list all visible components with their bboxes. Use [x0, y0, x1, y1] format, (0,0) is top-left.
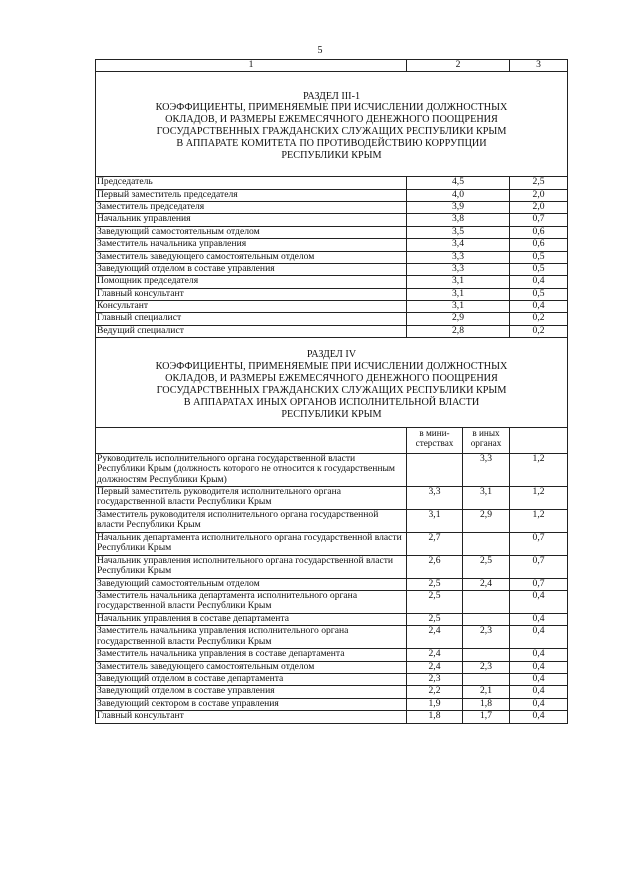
monthly-bonus: 0,4: [510, 649, 568, 661]
coefficient-other-bodies: [463, 649, 510, 661]
coefficient-ministries: 1,8: [407, 711, 463, 723]
coefficient-other-bodies: 1,8: [463, 698, 510, 710]
monthly-bonus: 2,5: [510, 177, 568, 189]
position-name: Заместитель председателя: [96, 201, 407, 213]
monthly-bonus: 0,7: [510, 214, 568, 226]
subheader-row: [96, 427, 568, 453]
salary-coefficient: 3,5: [407, 226, 510, 238]
monthly-bonus: 0,2: [510, 313, 568, 325]
monthly-bonus: 0,4: [510, 711, 568, 723]
coefficient-other-bodies: 1,7: [463, 711, 510, 723]
coefficient-ministries: 2,5: [407, 613, 463, 625]
section-4-heading-line: РЕСПУБЛИКИ КРЫМ: [281, 408, 382, 420]
position-name: Начальник управления исполнительного органа государственной власти Республики Крым: [96, 555, 407, 578]
salary-coefficient: 3,1: [407, 276, 510, 288]
coefficient-other-bodies: 2,1: [463, 686, 510, 698]
monthly-bonus: 2,0: [510, 189, 568, 201]
column-number-1: 1: [96, 60, 407, 72]
salary-coefficient: 3,1: [407, 301, 510, 313]
monthly-bonus: 0,4: [510, 613, 568, 625]
monthly-bonus: 0,5: [510, 288, 568, 300]
coefficient-ministries: 2,4: [407, 649, 463, 661]
coefficient-other-bodies: 2,3: [463, 661, 510, 673]
monthly-bonus: 2,0: [510, 201, 568, 213]
position-name: Главный консультант: [96, 711, 407, 723]
position-name: Ведущий специалист: [96, 325, 407, 337]
table-row: [96, 239, 568, 251]
monthly-bonus: 0,4: [510, 626, 568, 649]
coefficient-other-bodies: 2,3: [463, 626, 510, 649]
salary-coefficient: 3,4: [407, 239, 510, 251]
coefficient-other-bodies: [463, 590, 510, 613]
coefficient-ministries: 3,1: [407, 509, 463, 532]
subheader-empty: [96, 427, 407, 453]
coefficient-ministries: 2,3: [407, 674, 463, 686]
position-name: Начальник департамента исполнительного органа государственной власти Республики Крым: [96, 532, 407, 555]
section-4-heading: [96, 338, 568, 428]
position-name: Заведующий отделом в составе управления: [96, 686, 407, 698]
table-row: [96, 626, 568, 649]
salary-coefficient: 3,3: [407, 263, 510, 275]
coefficient-ministries: 2,5: [407, 578, 463, 590]
coefficient-other-bodies: 2,5: [463, 555, 510, 578]
position-name: Заместитель начальника управления исполнительного органа государственной власти Республики Крым: [96, 626, 407, 649]
section-3-1-heading-line: ОКЛАДОВ, И РАЗМЕРЫ ЕЖЕМЕСЯЧНОГО ДЕНЕЖНОГО ПООЩРЕНИЯ: [165, 114, 498, 126]
monthly-bonus: 0,7: [510, 578, 568, 590]
section-4-heading-line: РАЗДЕЛ IV: [306, 349, 357, 361]
monthly-bonus: 1,2: [510, 509, 568, 532]
monthly-bonus: 0,4: [510, 590, 568, 613]
coefficient-other-bodies: 3,1: [463, 486, 510, 509]
position-name: Заведующий самостоятельным отделом: [96, 226, 407, 238]
monthly-bonus: 0,7: [510, 555, 568, 578]
table-row: [96, 301, 568, 313]
monthly-bonus: 0,5: [510, 251, 568, 263]
salary-coefficient: 4,5: [407, 177, 510, 189]
monthly-bonus: 0,5: [510, 263, 568, 275]
table-row: [96, 578, 568, 590]
monthly-bonus: 0,7: [510, 532, 568, 555]
table-row: [96, 325, 568, 337]
section-4-heading-line: ГОСУДАРСТВЕННЫХ ГРАЖДАНСКИХ СЛУЖАЩИХ РЕСПУБЛИКИ КРЫМ: [156, 385, 507, 397]
table-row: [96, 711, 568, 723]
subheader-ministries: в мини-стерствах: [407, 427, 463, 453]
table-row: [96, 189, 568, 201]
salary-coefficient: 3,3: [407, 251, 510, 263]
position-name: Заместитель руководителя исполнительного органа государственной власти Республики Крым: [96, 509, 407, 532]
position-name: Главный специалист: [96, 313, 407, 325]
coefficient-ministries: 2,4: [407, 661, 463, 673]
table-row: [96, 226, 568, 238]
table-row: [96, 613, 568, 625]
position-name: Заместитель начальника департамента исполнительного органа государственной власти Республики Крым: [96, 590, 407, 613]
salary-coefficient: 3,1: [407, 288, 510, 300]
monthly-bonus: 0,6: [510, 226, 568, 238]
section-4-heading-line: В АППАРАТАХ ИНЫХ ОРГАНОВ ИСПОЛНИТЕЛЬНОЙ ВЛАСТИ: [183, 397, 480, 408]
table-row: [96, 649, 568, 661]
monthly-bonus: 0,2: [510, 325, 568, 337]
table-row: [96, 686, 568, 698]
monthly-bonus: 0,4: [510, 301, 568, 313]
table-row: [96, 313, 568, 325]
coefficient-other-bodies: 2,4: [463, 578, 510, 590]
table-row: [96, 532, 568, 555]
table-row: [96, 486, 568, 509]
monthly-bonus: 0,6: [510, 239, 568, 251]
monthly-bonus: 0,4: [510, 686, 568, 698]
section-3-1-heading-line: ГОСУДАРСТВЕННЫХ ГРАЖДАНСКИХ СЛУЖАЩИХ РЕСПУБЛИКИ КРЫМ: [156, 126, 507, 138]
table-row: [96, 201, 568, 213]
monthly-bonus: 0,4: [510, 276, 568, 288]
coefficient-other-bodies: [463, 674, 510, 686]
column-number-row: [96, 60, 568, 72]
table-row: [96, 276, 568, 288]
monthly-bonus: 1,2: [510, 486, 568, 509]
coefficient-ministries: 1,9: [407, 698, 463, 710]
monthly-bonus: 0,4: [510, 698, 568, 710]
position-name: Первый заместитель председателя: [96, 189, 407, 201]
coefficient-ministries: 3,3: [407, 486, 463, 509]
coefficient-other-bodies: 3,3: [463, 453, 510, 486]
coefficient-ministries: 2,5: [407, 590, 463, 613]
coefficient-ministries: [407, 453, 463, 486]
position-name: Председатель: [96, 177, 407, 189]
salary-coefficient: 3,9: [407, 201, 510, 213]
column-number-3: 3: [510, 60, 568, 72]
table-row: [96, 555, 568, 578]
position-name: Заместитель начальника управления в составе департамента: [96, 649, 407, 661]
coefficient-ministries: 2,2: [407, 686, 463, 698]
position-name: Первый заместитель руководителя исполнительного органа государственной власти Республики Крым: [96, 486, 407, 509]
position-name: Заведующий отделом в составе департамента: [96, 674, 407, 686]
coefficient-ministries: 2,6: [407, 555, 463, 578]
section-3-1-heading-line: В АППАРАТЕ КОМИТЕТА ПО ПРОТИВОДЕЙСТВИЮ КОРРУПЦИИ: [176, 138, 487, 150]
coefficient-other-bodies: [463, 613, 510, 625]
position-name: Главный консультант: [96, 288, 407, 300]
coefficient-other-bodies: [463, 532, 510, 555]
section-4-heading-line: ОКЛАДОВ, И РАЗМЕРЫ ЕЖЕМЕСЯЧНОГО ДЕНЕЖНОГО ПООЩРЕНИЯ: [165, 373, 498, 385]
coefficients-table: [95, 59, 568, 724]
position-name: Начальник управления: [96, 214, 407, 226]
coefficient-ministries: 2,7: [407, 532, 463, 555]
table-row: [96, 674, 568, 686]
table-row: [96, 509, 568, 532]
monthly-bonus: 1,2: [510, 453, 568, 486]
salary-coefficient: 2,9: [407, 313, 510, 325]
monthly-bonus: 0,4: [510, 674, 568, 686]
position-name: Заведующий отделом в составе управления: [96, 263, 407, 275]
table-row: [96, 214, 568, 226]
table-row: [96, 698, 568, 710]
position-name: Помощник председателя: [96, 276, 407, 288]
position-name: Начальник управления в составе департамента: [96, 613, 407, 625]
subheader-other-bodies: в иных органах: [463, 427, 510, 453]
position-name: Заместитель начальника управления: [96, 239, 407, 251]
salary-coefficient: 3,8: [407, 214, 510, 226]
coefficient-ministries: 2,4: [407, 626, 463, 649]
section-3-1-heading-row: [96, 71, 568, 177]
salary-coefficient: 4,0: [407, 189, 510, 201]
subheader-empty: [510, 427, 568, 453]
position-name: Консультант: [96, 301, 407, 313]
section-3-1-heading: [96, 71, 568, 177]
position-name: Заместитель заведующего самостоятельным отделом: [96, 661, 407, 673]
monthly-bonus: 0,4: [510, 661, 568, 673]
table-row: [96, 251, 568, 263]
section-3-1-heading-line: КОЭФФИЦИЕНТЫ, ПРИМЕНЯЕМЫЕ ПРИ ИСЧИСЛЕНИИ ДОЛЖНОСТНЫХ: [155, 102, 508, 114]
table-row: [96, 177, 568, 189]
section-3-1-heading-line: РЕСПУБЛИКИ КРЫМ: [281, 150, 382, 162]
coefficient-other-bodies: 2,9: [463, 509, 510, 532]
position-name: Заведующий сектором в составе управления: [96, 698, 407, 710]
table-row: [96, 453, 568, 486]
table-row: [96, 263, 568, 275]
page-number: 5: [317, 45, 323, 56]
table-row: [96, 288, 568, 300]
table-row: [96, 590, 568, 613]
position-name: Руководитель исполнительного органа государственной власти Республики Крым (должность которого не относится к государственным должностям Республики Крым): [96, 453, 407, 486]
position-name: Заместитель заведующего самостоятельным отделом: [96, 251, 407, 263]
section-4-heading-row: [96, 338, 568, 428]
column-number-2: 2: [407, 60, 510, 72]
position-name: Заведующий самостоятельным отделом: [96, 578, 407, 590]
section-4-heading-line: КОЭФФИЦИЕНТЫ, ПРИМЕНЯЕМЫЕ ПРИ ИСЧИСЛЕНИИ ДОЛЖНОСТНЫХ: [155, 361, 508, 373]
salary-coefficient: 2,8: [407, 325, 510, 337]
section-3-1-heading-line: РАЗДЕЛ III-1: [302, 90, 361, 102]
table-row: [96, 661, 568, 673]
